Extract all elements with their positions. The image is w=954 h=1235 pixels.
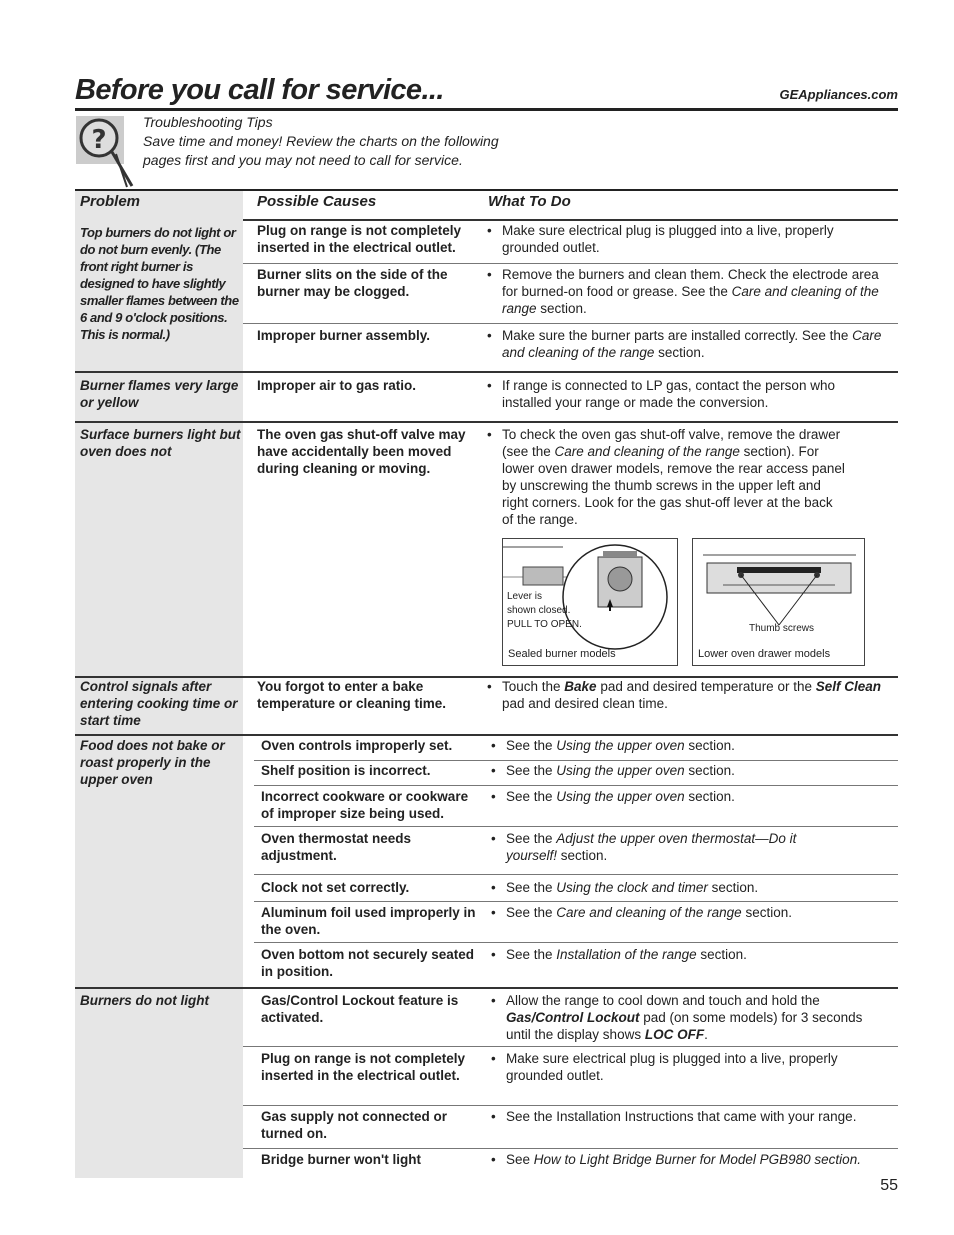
cause-shelf-position: Shelf position is incorrect. [261,763,431,778]
cause-aluminum-foil: Aluminum foil used improperly in the oven. [261,905,476,937]
drawer-panel-illustration [693,539,864,665]
cause-thermostat: Oven thermostat needs adjustment. [261,831,412,863]
cause-gas-supply: Gas supply not connected or turned on. [261,1109,448,1141]
thumb-screws-label: Thumb screws [749,623,815,634]
todo-see-clock: • See the Using the clock and timer section. [491,879,886,896]
header-what-to-do: What To Do [488,193,571,210]
problem-flames-yellow: Burner flames very large or yellow [80,378,239,410]
todo-bridge-burner: • See How to Light Bridge Burner for Model PGB980 section. [491,1151,896,1168]
problem-divider [75,421,898,423]
svg-text:?: ? [91,125,107,155]
todo-plug-outlet: • Make sure electrical plug is plugged into a live, properly grounded outlet. [487,222,882,256]
figure-caption-sealed: Sealed burner models [508,648,616,660]
problem-oven-not-light: Surface burners light but oven does not [80,427,241,459]
todo-see-installation: • See the Installation of the range section. [491,946,886,963]
todo-see-care-cleaning: • See the Care and cleaning of the range section. [491,904,886,921]
cause-bridge-burner: Bridge burner won't light [261,1152,421,1167]
intro-line-3: pages first and you may not need to call for service. [143,152,463,168]
row-divider [243,323,898,324]
todo-adjust-thermostat: • See the Adjust the upper oven thermostat—Do it yourself! section. [491,830,836,864]
troubleshooting-intro [143,113,499,170]
problem-divider [75,371,898,373]
website-label: GEAppliances.com [779,87,898,102]
header-problem: Problem [80,193,141,210]
cause-air-gas-ratio: Improper air to gas ratio. [257,378,417,393]
todo-check-valve: • To check the oven gas shut-off valve, remove the drawer (see the Care and cleaning of the range section). For lower oven drawer models, remove the rear access panel by unscrewing the thumb screws in the upper left and right corners. Look for the gas shut-off lever at the back of the range. [487,426,847,528]
intro-line-2: Save time and money! Review the charts on the following [143,133,499,149]
question-magnifier-icon [74,114,136,190]
problem-burners-not-light: Burners do not light [80,993,209,1008]
row-divider [254,942,898,943]
figure-sealed-burner [502,538,678,666]
row-divider [254,874,898,875]
todo-installation-instructions: • See the Installation Instructions that came with your range. [491,1108,886,1125]
cause-burner-assembly: Improper burner assembly. [257,328,431,343]
cause-plug-not-inserted-2: Plug on range is not completely inserted in the electrical outlet. [261,1051,466,1083]
row-divider [243,1148,898,1149]
problem-divider [75,734,898,736]
row-divider [254,760,898,761]
cause-shutoff-valve: The oven gas shut-off valve may have accidentally been moved during cleaning or moving. [257,427,466,476]
cause-controls-improper: Oven controls improperly set. [261,738,453,753]
troubleshooting-table [75,189,898,191]
problem-food-not-bake: Food does not bake or roast properly in the upper oven [80,738,225,787]
row-divider [243,1046,898,1047]
cause-plug-not-inserted: Plug on range is not completely inserted in the electrical outlet. [257,223,462,255]
header-rule [75,108,898,111]
todo-lockout: • Allow the range to cool down and touch and hold the Gas/Control Lockout pad (on some models) for 3 seconds until the display shows LOC OFF. [491,992,886,1043]
row-divider [254,901,898,902]
cause-lockout: Gas/Control Lockout feature is activated. [261,993,459,1025]
row-divider [254,785,898,786]
header-possible-causes: Possible Causes [257,193,377,210]
row-divider [243,1105,898,1106]
todo-touch-bake: • Touch the Bake pad and desired temperature or the Self Clean pad and desired clean time. [487,678,882,712]
todo-see-upper-oven: • See the Using the upper oven section. [491,737,886,754]
problem-top-burners: Top burners do not light or do not burn evenly. (The front right burner is designed to have slightly smaller flames between the 6 and 9 o'clock positions. This is normal.) [80,225,239,342]
header-rule-bottom [243,219,898,221]
todo-clean-burners: • Remove the burners and clean them. Check the electrode area for burned-on food or grease. See the Care and cleaning of the range section. [487,266,882,317]
problem-control-signals: Control signals after entering cooking time or start time [80,679,238,728]
problem-divider [75,987,898,989]
cause-oven-bottom: Oven bottom not securely seated in position. [261,947,475,979]
todo-lp-gas: • If range is connected to LP gas, contact the person who installed your range or made the conversion. [487,377,882,411]
todo-plug-outlet-2: • Make sure electrical plug is plugged into a live, properly grounded outlet. [491,1050,886,1084]
todo-see-upper-oven: • See the Using the upper oven section. [491,762,886,779]
cause-burner-slits: Burner slits on the side of the burner may be clogged. [257,267,448,299]
page-number: 55 [880,1177,898,1194]
figure-lower-drawer [692,538,865,666]
figure-caption-drawer: Lower oven drawer models [698,648,831,660]
page-title: Before you call for service... [75,74,444,106]
todo-see-upper-oven: • See the Using the upper oven section. [491,788,886,805]
lever-label-2: shown closed. [507,605,571,616]
row-divider [243,263,898,264]
intro-line-1: Troubleshooting Tips [143,114,273,130]
row-divider [254,826,898,827]
cause-forgot-temperature: You forgot to enter a bake temperature or cleaning time. [257,679,447,711]
cause-incorrect-cookware: Incorrect cookware or cookware of improper size being used. [261,789,469,821]
todo-burner-parts: • Make sure the burner parts are installed correctly. See the Care and cleaning of the range section. [487,327,882,361]
lever-label-1: Lever is [507,591,543,602]
cause-clock-not-set: Clock not set correctly. [261,880,410,895]
lever-label-3: PULL TO OPEN. [507,619,582,630]
